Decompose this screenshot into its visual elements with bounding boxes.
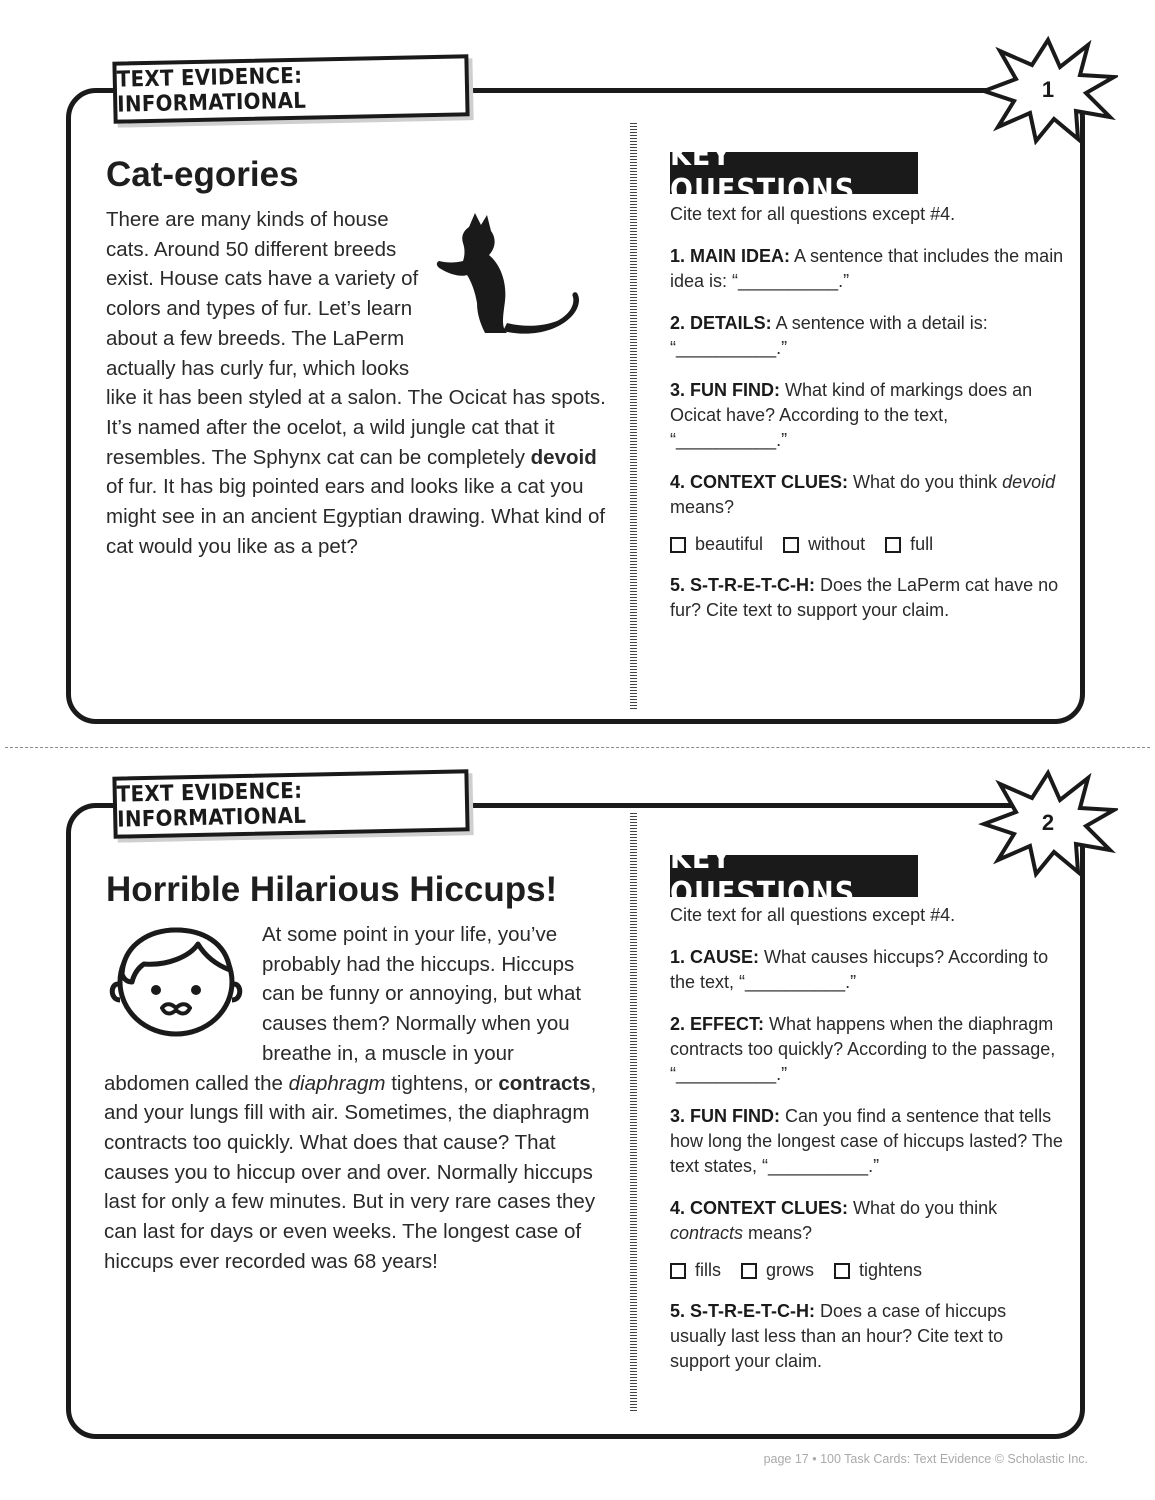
answer-options: [670, 1258, 1065, 1283]
question-label: 4. CONTEXT CLUES:: [670, 1198, 849, 1218]
question-4: [670, 1196, 1065, 1246]
question-3: [670, 378, 1065, 453]
passage-segment: tightens, or: [385, 1071, 499, 1095]
question-5: [670, 573, 1065, 623]
question-text: means?: [743, 1223, 813, 1243]
card-title: Horrible Hilarious Hiccups!: [106, 870, 558, 909]
perforated-divider: [630, 813, 637, 1413]
perforated-divider: [630, 123, 637, 711]
passage-segment: , and your lungs fill with air. Sometimes, the diaphragm contracts too quickly. What does that cause? That causes you to hiccup over and over. Normally hiccups last for only a few minutes. But in very rare cases they can last for days or even weeks. The longest case of hiccups ever recorded was 68 years!: [104, 1071, 597, 1273]
checkbox[interactable]: [834, 1263, 850, 1279]
option-label: full: [910, 534, 934, 554]
checkbox[interactable]: [670, 537, 686, 553]
question-4: [670, 470, 1065, 520]
emphasis-word: diaphragm: [288, 1071, 386, 1095]
option-label: without: [808, 534, 866, 554]
passage-text: [106, 205, 606, 561]
option-label: tightens: [859, 1260, 923, 1280]
question-text: A sentence that includes the main idea is: “__________.”: [670, 246, 1064, 291]
option-label: fills: [695, 1260, 721, 1280]
hiccup-face-icon: [104, 920, 249, 1040]
vocabulary-word: contracts: [498, 1071, 591, 1095]
key-questions-header: KEY QUESTIONS: [670, 855, 918, 897]
hiccup-illustration: [104, 920, 262, 1068]
checkbox[interactable]: [783, 537, 799, 553]
option-grows[interactable]: [741, 1258, 814, 1283]
question-text: What do you think: [848, 1198, 998, 1218]
option-fills[interactable]: [670, 1258, 721, 1283]
question-2: [670, 311, 1065, 361]
key-questions-header: KEY QUESTIONS: [670, 152, 918, 194]
question-text: Does a case of hiccups usually last less than an hour? Cite text to support your claim.: [670, 1301, 1007, 1371]
vocabulary-word: devoid: [1002, 472, 1056, 492]
question-label: 5. S-T-R-E-T-C-H:: [670, 575, 815, 595]
task-card-2: [0, 760, 1155, 1460]
question-label: 1. CAUSE:: [670, 947, 760, 967]
question-text: Does the LaPerm cat have no fur? Cite text to support your claim.: [670, 575, 1059, 620]
question-text: Can you find a sentence that tells how long the longest case of hiccups lasted? The text states, “__________.”: [670, 1106, 1063, 1176]
card-number: 2: [1041, 810, 1055, 835]
question-label: 2. EFFECT:: [670, 1014, 765, 1034]
option-beautiful[interactable]: [670, 532, 763, 557]
question-5: [670, 1299, 1065, 1374]
option-without[interactable]: [783, 532, 865, 557]
card-category-tag: TEXT EVIDENCE: INFORMATIONAL: [112, 54, 469, 123]
question-1: [670, 244, 1065, 294]
question-text: What happens when the diaphragm contracts too quickly? According to the passage, “__________.”: [670, 1014, 1056, 1084]
questions-intro: Cite text for all questions except #4.: [670, 204, 956, 224]
question-label: 2. DETAILS:: [670, 313, 772, 333]
question-label: 1. MAIN IDEA:: [670, 246, 791, 266]
question-label: 4. CONTEXT CLUES:: [670, 472, 849, 492]
vocabulary-word: devoid: [530, 445, 597, 469]
option-label: grows: [766, 1260, 815, 1280]
question-label: 3. FUN FIND:: [670, 1106, 780, 1126]
option-label: beautiful: [695, 534, 764, 554]
question-3: [670, 1104, 1065, 1179]
passage-segment: of fur. It has big pointed ears and looks like a cat you might see in an ancient Egyptian drawing. What kind of cat would you like as a pet?: [106, 475, 606, 558]
question-text: What do you think: [848, 472, 1003, 492]
card-title: Cat-egories: [106, 155, 299, 194]
questions-intro: Cite text for all questions except #4.: [670, 905, 956, 925]
answer-options: [670, 532, 1065, 557]
checkbox[interactable]: [885, 537, 901, 553]
question-text: means?: [670, 497, 735, 517]
page-footer: page 17 • 100 Task Cards: Text Evidence © Scholastic Inc.: [763, 1452, 1088, 1466]
question-text: What causes hiccups? According to the text, “__________.”: [670, 947, 1049, 992]
passage-segment: At some point in your life, you’ve probably had the hiccups. Hiccups can be funny or annoying, but what causes them? Normally when you breathe in, a muscle in your abdomen called the: [104, 923, 582, 1095]
option-full[interactable]: [885, 532, 933, 557]
cat-illustration: [431, 205, 606, 360]
question-label: 3. FUN FIND:: [670, 380, 780, 400]
option-tightens[interactable]: [834, 1258, 922, 1283]
questions-list: [670, 202, 1065, 640]
question-text: A sentence with a detail is: “__________.”: [670, 313, 988, 358]
questions-list: [670, 903, 1065, 1391]
question-label: 5. S-T-R-E-T-C-H:: [670, 1301, 815, 1321]
card-number-badge: [978, 768, 1118, 878]
vocabulary-word: contracts: [670, 1223, 744, 1243]
card-number-badge: [978, 35, 1118, 145]
checkbox[interactable]: [670, 1263, 686, 1279]
cat-silhouette-icon: [431, 205, 606, 345]
question-1: [670, 945, 1065, 995]
question-2: [670, 1012, 1065, 1087]
cut-line: [5, 747, 1150, 748]
passage-text: [104, 920, 604, 1276]
passage-segment: There are many kinds of house cats. Around 50 different breeds exist. House cats have a variety of colors and types of fur. Let’s learn about a few breeds. The LaPerm actually has curly fur, which looks like it has been styled at a salon. The Ocicat has spots. It’s named after the ocelot, a wild jungle cat that it resembles. The Sphynx cat can be completely: [106, 208, 606, 469]
card-number: 1: [1041, 77, 1055, 102]
card-category-tag: TEXT EVIDENCE: INFORMATIONAL: [112, 769, 469, 838]
question-text: What kind of markings does an Ocicat have? According to the text, “__________.”: [670, 380, 1033, 450]
task-card-1: [0, 0, 1155, 740]
checkbox[interactable]: [741, 1263, 757, 1279]
